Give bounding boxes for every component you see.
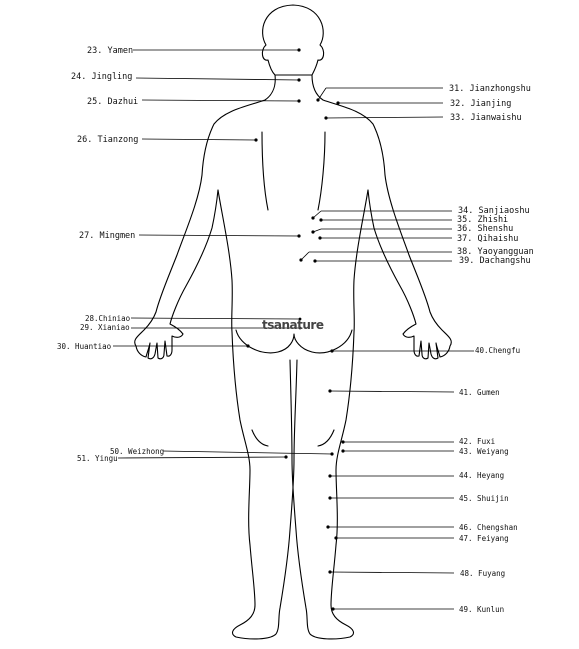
dot-yaoyangguan bbox=[299, 258, 302, 261]
leader-fuyang bbox=[330, 572, 454, 573]
leader-mingmen bbox=[139, 235, 299, 236]
label-jianjing: 32. Jianjing bbox=[450, 99, 512, 109]
label-yingu: 51. Yingu bbox=[77, 454, 118, 463]
dot-jianzhongshu bbox=[316, 98, 319, 101]
label-heyang: 44. Heyang bbox=[459, 471, 505, 480]
label-shuijin: 45. Shuijin bbox=[459, 494, 509, 503]
dot-gumen bbox=[328, 389, 331, 392]
label-tianzong: 26. Tianzong bbox=[77, 135, 139, 145]
dot-heyang bbox=[328, 474, 331, 477]
label-feiyang: 47. Feiyang bbox=[459, 534, 509, 543]
label-dachangshu: 39. Dachangshu bbox=[459, 256, 531, 266]
watermark: tsanature bbox=[262, 318, 324, 332]
label-sanjiaoshu: 34. Sanjiaoshu bbox=[458, 206, 530, 216]
leader-yaoyangguan bbox=[301, 252, 309, 260]
label-chengshan: 46. Chengshan bbox=[459, 523, 518, 532]
leader-tianzong bbox=[142, 139, 256, 140]
dot-yamen bbox=[297, 48, 300, 51]
dot-fuxi bbox=[341, 440, 344, 443]
dot-kunlun bbox=[331, 607, 334, 610]
label-kunlun: 49. Kunlun bbox=[459, 605, 505, 614]
dot-jingling bbox=[297, 78, 300, 81]
label-chiniao: 28.Chiniao bbox=[85, 314, 131, 323]
dot-fuyang bbox=[328, 570, 331, 573]
label-fuyang: 48. Fuyang bbox=[460, 569, 506, 578]
label-yaoyangguan: 38. Yaoyangguan bbox=[457, 247, 534, 257]
dot-mingmen bbox=[297, 234, 300, 237]
label-shenshu: 36. Shenshu bbox=[457, 224, 514, 234]
label-chengfu: 40.Chengfu bbox=[475, 346, 521, 355]
leader-jianwaishu bbox=[326, 117, 443, 118]
label-weizhong: 50. Weizhong bbox=[110, 447, 165, 456]
dot-qihaishu bbox=[318, 236, 321, 239]
label-zhishi: 35. Zhishi bbox=[457, 215, 509, 225]
label-fuxi: 42. Fuxi bbox=[459, 437, 496, 446]
dot-dachangshu bbox=[313, 259, 316, 262]
label-xianiao: 29. Xianiao bbox=[80, 323, 130, 332]
dot-shuijin bbox=[328, 496, 331, 499]
label-yamen: 23. Yamen bbox=[87, 46, 134, 56]
leader-jianzhongshu bbox=[318, 88, 326, 100]
leader-jingling bbox=[136, 78, 299, 80]
label-jianwaishu: 33. Jianwaishu bbox=[450, 113, 522, 123]
dot-weizhong bbox=[330, 452, 333, 455]
label-jianzhongshu: 31. Jianzhongshu bbox=[449, 84, 531, 94]
label-gumen: 41. Gumen bbox=[459, 388, 500, 397]
label-huantiao: 30. Huantiao bbox=[57, 342, 112, 351]
leader-dazhui bbox=[142, 100, 299, 101]
dot-chengfu bbox=[330, 349, 333, 352]
dot-dazhui bbox=[297, 99, 300, 102]
dot-zhishi bbox=[319, 218, 322, 221]
leader-gumen bbox=[330, 391, 454, 392]
label-weiyang: 43. Weiyang bbox=[459, 447, 509, 456]
label-dazhui: 25. Dazhui bbox=[87, 97, 139, 107]
label-jingling: 24. Jingling bbox=[71, 72, 133, 82]
dot-chengshan bbox=[326, 525, 329, 528]
dot-yingu bbox=[284, 455, 287, 458]
dot-jianjing bbox=[336, 101, 339, 104]
dot-tianzong bbox=[254, 138, 257, 141]
dot-huantiao bbox=[246, 344, 249, 347]
label-qihaishu: 37. Qihaishu bbox=[457, 234, 519, 244]
dot-shenshu bbox=[311, 230, 314, 233]
dot-feiyang bbox=[334, 536, 337, 539]
dot-sanjiaoshu bbox=[311, 216, 314, 219]
dot-weiyang bbox=[341, 449, 344, 452]
dot-jianwaishu bbox=[324, 116, 327, 119]
leader-yingu bbox=[118, 457, 286, 458]
label-mingmen: 27. Mingmen bbox=[79, 231, 136, 241]
